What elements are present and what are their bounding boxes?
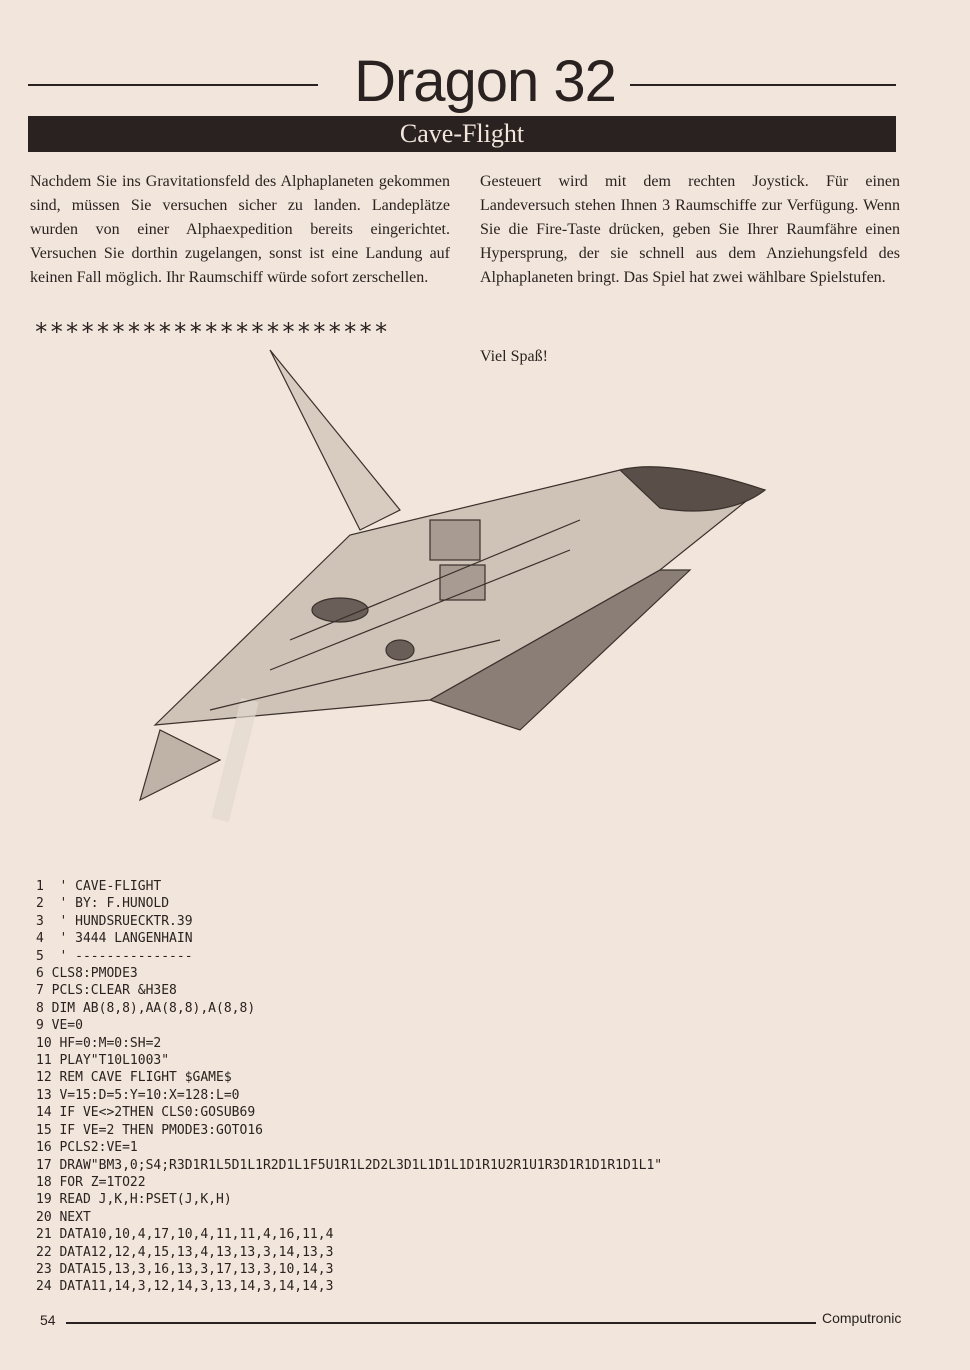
- spaceship-illustration: [100, 340, 800, 860]
- code-line: 23 DATA15,13,3,16,13,3,17,13,3,10,14,3: [36, 1261, 334, 1277]
- instructions-paragraph: Gesteuert wird mit dem rechten Joystick. Für einen Landeversuch stehen Ihnen 3 Raumschiffe zur Verfügung. Wenn Sie die Fire-Taste drücken, geben Sie Ihrer Raumfähre einen Hypersprung, der sie schnell aus dem Anziehungsfeld des Alphaplaneten bringt. Das Spiel hat zwei wählbare Spielstufen.: [480, 173, 900, 286]
- code-line: 7 PCLS:CLEAR &H3E8: [36, 983, 177, 999]
- code-line: 17 DRAW"BM3,0;S4;R3D1R1L5D1L1R2D1L1F5U1R1L2D2L3D1L1D1L1D1R1U2R1U1R3D1R1D1R1D1L1": [36, 1157, 663, 1173]
- code-line: 10 HF=0:M=0:SH=2: [36, 1035, 162, 1051]
- code-line: 9 VE=0: [36, 1018, 83, 1034]
- publisher-name: Computronic: [822, 1310, 902, 1326]
- code-line: 18 FOR Z=1TO22: [36, 1174, 146, 1190]
- code-listing: [36, 878, 916, 1296]
- code-line: 16 PCLS2:VE=1: [36, 1140, 138, 1156]
- code-line: 24 DATA11,14,3,12,14,3,13,14,3,14,14,3: [36, 1279, 334, 1295]
- code-line: 5 ' ---------------: [36, 948, 193, 964]
- intro-paragraph: Nachdem Sie ins Gravitationsfeld des Alphaplaneten gekommen sind, müssen Sie versuchen sicher zu landen. Landeplätze wurden von einer Alphaexpedition bereits eingerichtet. Versuchen Sie dorthin zugelangen, sonst ist eine Landung auf keinen Fall möglich. Ihr Raumschiff würde sofort zerschellen.: [30, 173, 450, 286]
- code-line: 12 REM CAVE FLIGHT $GAME$: [36, 1070, 232, 1086]
- code-line: 4 ' 3444 LANGENHAIN: [36, 931, 193, 947]
- code-line: 8 DIM AB(8,8),AA(8,8),A(8,8): [36, 1000, 256, 1016]
- code-line: 6 CLS8:PMODE3: [36, 966, 138, 982]
- code-line: 1 ' CAVE-FLIGHT: [36, 879, 162, 894]
- code-line: 13 V=15:D=5:Y=10:X=128:L=0: [36, 1087, 240, 1103]
- code-line: 15 IF VE=2 THEN PMODE3:GOTO16: [36, 1122, 263, 1138]
- page-title-text: Dragon 32: [340, 49, 630, 114]
- code-line: 21 DATA10,10,4,17,10,4,11,11,4,16,11,4: [36, 1227, 334, 1243]
- code-line: 14 IF VE<>2THEN CLS0:GOSUB69: [36, 1105, 256, 1121]
- page-title: [0, 46, 970, 118]
- closing-text: Viel Spaß!: [480, 348, 548, 365]
- star-divider: ***********************: [34, 318, 390, 346]
- subtitle-banner: Cave-Flight: [28, 116, 896, 152]
- code-line: 11 PLAY"T10L1003": [36, 1053, 170, 1069]
- code-line: 3 ' HUNDSRUECKTR.39: [36, 913, 193, 929]
- code-line: 19 READ J,K,H:PSET(J,K,H): [36, 1192, 232, 1208]
- footer-rule: [66, 1322, 816, 1324]
- page-number: 54: [40, 1312, 56, 1328]
- code-line: 2 ' BY: F.HUNOLD: [36, 896, 170, 912]
- code-line: 22 DATA12,12,4,15,13,4,13,13,3,14,13,3: [36, 1244, 334, 1260]
- code-line: 20 NEXT: [36, 1209, 91, 1225]
